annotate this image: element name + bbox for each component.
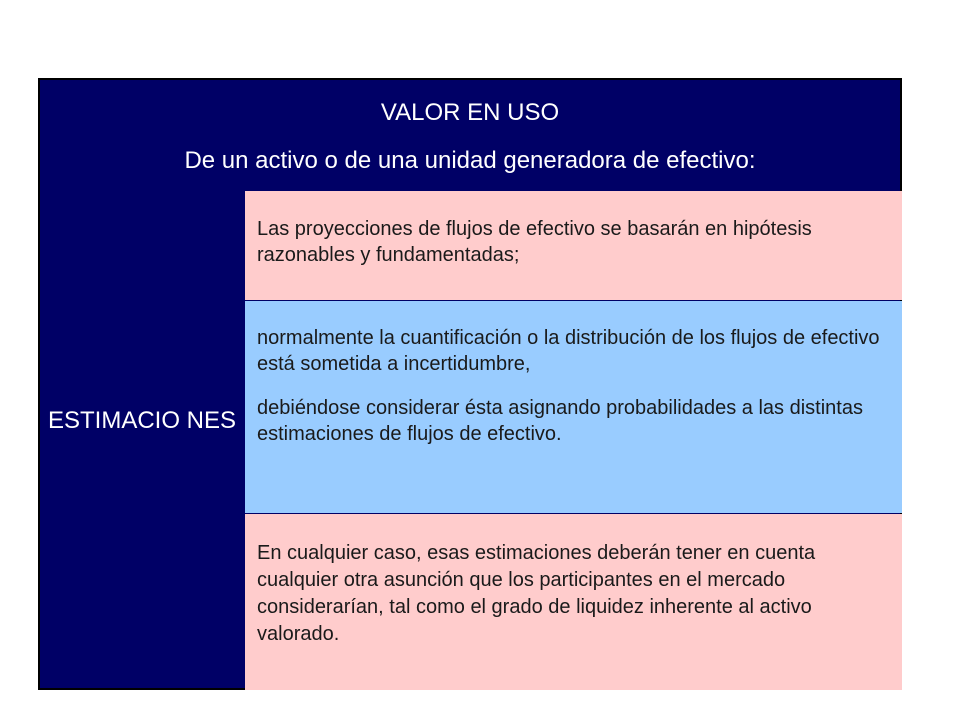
estimaciones-label: ESTIMACIO NES — [47, 407, 237, 434]
row-incertidumbre — [245, 301, 902, 513]
header-title: VALOR EN USO — [380, 99, 560, 126]
table-header — [40, 80, 900, 190]
row-liquidez — [245, 514, 902, 690]
row-text: Las proyecciones de flujos de efectivo se basarán en hipótesis razonables y fundamentadas; — [257, 218, 812, 266]
row-hipotesis — [245, 191, 902, 300]
row-text: normalmente la cuantificación o la distribución de los flujos de efectivo está sometida a incertidumbre, — [257, 327, 880, 375]
header-subtitle: De un activo o de una unidad generadora de efectivo: — [184, 147, 756, 174]
row-text: debiéndose considerar ésta asignando probabilidades a las distintas estimaciones de flujos de efectivo. — [257, 397, 863, 445]
valor-en-uso-table — [38, 78, 902, 690]
row-text: En cualquier caso, esas estimaciones deberán tener en cuenta cualquier otra asunción que los participantes en el mercado considerarían, tal como el grado de liquidez inherente al activo valorado. — [257, 542, 816, 645]
